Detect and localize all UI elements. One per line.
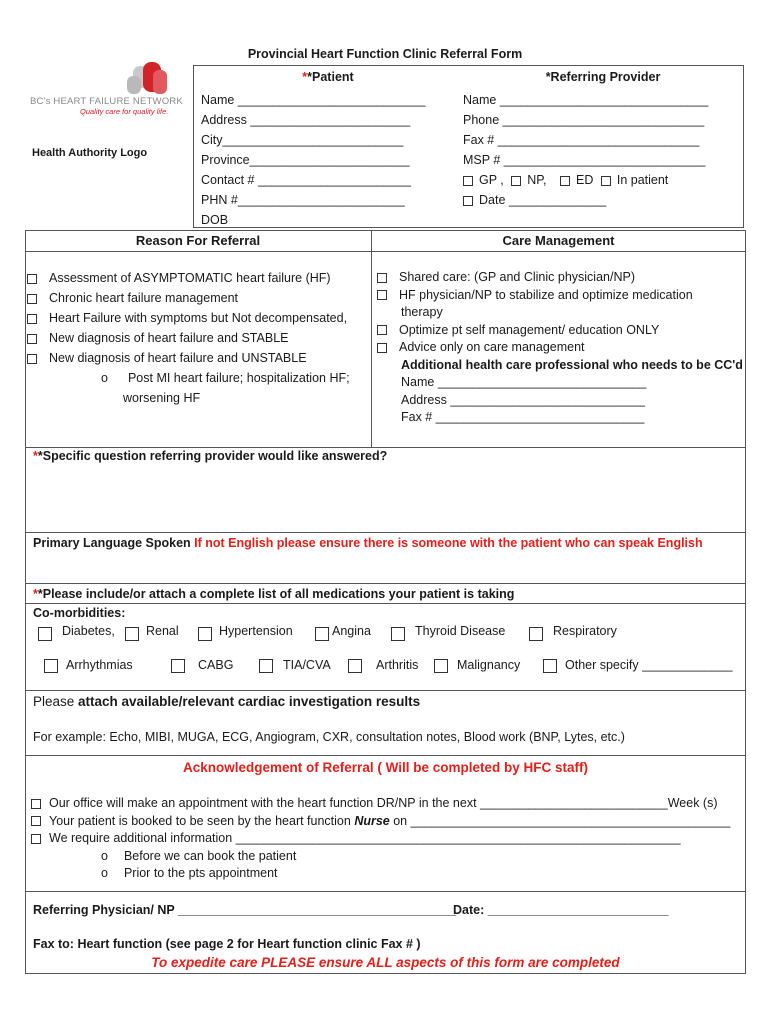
reason-checkbox[interactable]	[27, 274, 37, 284]
ack-checkbox[interactable]	[31, 834, 41, 844]
date-field[interactable]: Date: __________________________	[453, 903, 669, 917]
referring-physician-field[interactable]: Referring Physician/ NP ________________________________________	[33, 903, 457, 917]
provider-fax-field[interactable]: Fax # _____________________________	[463, 133, 700, 147]
comorbidities-label: Co-morbidities:	[33, 606, 126, 620]
thyroid-label: Thyroid Disease	[415, 624, 506, 638]
patient-header: **Patient	[302, 70, 354, 84]
care-item-stabilize-cont: therapy	[401, 305, 443, 319]
np-checkbox[interactable]	[511, 176, 521, 186]
provider-date-field[interactable]: Date ______________	[479, 193, 607, 207]
ack-item-appointment[interactable]	[31, 795, 730, 813]
heart-logo-icon	[123, 60, 173, 98]
sub-bullet: o	[101, 848, 108, 863]
investigation-row	[33, 694, 420, 709]
reason-sub-text: Post MI heart failure; hospitalization HF;	[127, 371, 350, 385]
renal-checkbox[interactable]	[125, 627, 139, 641]
reason-label: New diagnosis of heart failure and STABLE	[49, 331, 289, 345]
arthritis-checkbox[interactable]	[348, 659, 362, 673]
reason-item-chronic[interactable]	[27, 288, 350, 308]
cc-name-field[interactable]: Name ______________________________	[401, 375, 647, 389]
hypertension-checkbox[interactable]	[198, 627, 212, 641]
patient-city-field[interactable]: City__________________________	[201, 133, 404, 147]
ack-text: on ______________________________________________	[389, 813, 731, 828]
other-label[interactable]: Other specify _____________	[565, 658, 733, 672]
provider-type-row	[463, 170, 708, 190]
medications-divider	[25, 603, 746, 604]
reason-checkbox[interactable]	[27, 314, 37, 324]
expedite-note: To expedite care PLEASE ensure ALL aspects of this form are completed	[151, 955, 620, 970]
date-checkbox[interactable]	[463, 196, 473, 206]
reason-item-stable[interactable]	[27, 328, 350, 348]
ack-sub-item-2	[31, 865, 730, 883]
ack-header: Acknowledgement of Referral ( Will be completed by HFC staff)	[183, 760, 588, 775]
cc-fax-field[interactable]: Fax # ______________________________	[401, 410, 645, 424]
reason-sub-item-cont: worsening HF	[123, 391, 201, 405]
care-checkbox[interactable]	[377, 343, 387, 353]
respiratory-checkbox[interactable]	[529, 627, 543, 641]
ack-item-booked[interactable]	[31, 813, 730, 831]
ack-text: We require additional information ________________________________________________________________	[49, 831, 681, 845]
inpatient-checkbox[interactable]	[601, 176, 611, 186]
medications-label: **Please include/or attach a complete list of all medications your patient is taking	[33, 587, 515, 601]
patient-name-field[interactable]: Name ___________________________	[201, 93, 426, 107]
cabg-checkbox[interactable]	[171, 659, 185, 673]
care-item-stabilize[interactable]	[377, 287, 743, 305]
reason-checkbox[interactable]	[27, 294, 37, 304]
provider-fields	[463, 90, 708, 210]
hypertension-label: Hypertension	[219, 624, 293, 638]
inpatient-label: In patient	[616, 173, 669, 187]
reason-item-asymptomatic[interactable]	[27, 268, 350, 288]
diabetes-label: Diabetes,	[62, 624, 115, 638]
ack-sub-item-1	[31, 848, 730, 866]
reason-label: Assessment of ASYMPTOMATIC heart failure (HF)	[49, 271, 331, 285]
sub-bullet: o	[101, 371, 108, 385]
cc-header: Additional health care professional who needs to be CC'd	[401, 357, 743, 372]
ack-nurse-text: Nurse	[354, 813, 390, 828]
logo-tagline: Quality care for quality life.	[80, 107, 169, 116]
care-item-shared[interactable]	[377, 269, 743, 287]
care-label: Advice only on care management	[399, 340, 585, 354]
reason-item-not-decompensated[interactable]	[27, 308, 350, 328]
thyroid-checkbox[interactable]	[391, 627, 405, 641]
ack-text: Our office will make an appointment with the heart function DR/NP in the next ___________________________Week (s)	[49, 796, 718, 810]
reason-label: Heart Failure with symptoms but Not decompensated,	[49, 311, 348, 325]
provider-phone-field[interactable]: Phone _____________________________	[463, 113, 705, 127]
gp-checkbox[interactable]	[463, 176, 473, 186]
reason-checkbox[interactable]	[27, 334, 37, 344]
diabetes-checkbox[interactable]	[38, 627, 52, 641]
care-header: Care Management	[502, 233, 615, 248]
provider-msp-field[interactable]: MSP # _____________________________	[463, 153, 706, 167]
care-label: HF physician/NP to stabilize and optimize medication	[399, 287, 693, 302]
language-row	[33, 536, 703, 550]
language-label: Primary Language Spoken	[33, 536, 191, 550]
logo-network-name: BC's HEART FAILURE NETWORK	[30, 96, 183, 107]
ack-list	[31, 795, 730, 883]
malignancy-label: Malignancy	[457, 658, 521, 672]
care-label: Optimize pt self management/ education ONLY	[399, 322, 660, 337]
cabg-label: CABG	[198, 658, 234, 672]
provider-name-field[interactable]: Name ______________________________	[463, 93, 709, 107]
arrhythmias-label: Arrhythmias	[66, 658, 133, 672]
health-authority-logo: Health Authority Logo	[32, 147, 148, 159]
provider-header: *Referring Provider	[545, 70, 661, 84]
reason-label: New diagnosis of heart failure and UNSTABLE	[49, 351, 307, 365]
column-divider	[371, 230, 372, 448]
care-checkbox[interactable]	[377, 290, 387, 300]
reason-header: Reason For Referral	[135, 233, 261, 248]
arthritis-label: Arthritis	[376, 658, 419, 672]
reason-sub-item	[27, 368, 350, 388]
respiratory-label: Respiratory	[553, 624, 617, 638]
specific-question-text: *Specific question referring provider would like answered?	[37, 449, 388, 463]
header-divider	[25, 251, 746, 252]
malignancy-checkbox[interactable]	[434, 659, 448, 673]
specific-question-label: **Specific question referring provider would like answered?	[33, 449, 388, 463]
fax-to-text: Fax to: Heart function (see page 2 for Heart function clinic Fax # )	[33, 937, 421, 951]
angina-label: Angina	[332, 624, 371, 638]
patient-address-field[interactable]: Address _______________________	[201, 113, 411, 127]
cc-address-field[interactable]: Address ____________________________	[401, 392, 645, 407]
care-checkbox[interactable]	[377, 325, 387, 335]
provider-date-row	[463, 190, 708, 210]
other-checkbox[interactable]	[543, 659, 557, 673]
care-checkbox[interactable]	[377, 273, 387, 283]
investigation-bold: attach available/relevant cardiac investigation results	[78, 694, 421, 709]
reason-item-unstable[interactable]	[27, 348, 350, 368]
ack-checkbox[interactable]	[31, 799, 41, 809]
reason-list	[27, 268, 350, 408]
ack-sub-text: Before we can book the patient	[123, 848, 297, 863]
ack-sub-text: Prior to the pts appointment	[123, 866, 278, 880]
np-label: NP,	[527, 173, 547, 187]
care-item-self-management[interactable]	[377, 322, 743, 340]
care-list	[377, 269, 743, 427]
tia-cva-checkbox[interactable]	[259, 659, 273, 673]
medications-text: *Please include/or attach a complete list of all medications your patient is taking	[37, 587, 515, 601]
patient-contact-field[interactable]: Contact # ______________________	[201, 173, 411, 187]
ed-label: ED	[575, 173, 594, 187]
gp-label: GP ,	[479, 173, 504, 187]
ack-item-additional-info[interactable]	[31, 830, 730, 848]
tia-cva-label: TIA/CVA	[283, 658, 331, 672]
patient-dob-field[interactable]: DOB	[201, 213, 229, 227]
reason-label: Chronic heart failure management	[49, 291, 238, 305]
ed-checkbox[interactable]	[560, 176, 570, 186]
ack-text: Your patient is booked to be seen by the heart function	[49, 813, 355, 828]
reason-checkbox[interactable]	[27, 354, 37, 364]
patient-header-text: *Patient	[307, 70, 354, 84]
investigation-prefix: Please	[33, 694, 79, 709]
sub-bullet: o	[101, 866, 108, 880]
ack-checkbox[interactable]	[31, 816, 41, 826]
language-note: If not English please ensure there is someone with the patient who can speak English	[194, 536, 703, 550]
patient-fields	[201, 90, 426, 230]
patient-phn-field[interactable]: PHN #________________________	[201, 193, 405, 207]
form-title: Provincial Heart Function Clinic Referral Form	[247, 47, 523, 61]
care-label: Shared care: (GP and Clinic physician/NP)	[399, 270, 635, 284]
arrhythmias-checkbox[interactable]	[44, 659, 58, 673]
renal-label: Renal	[146, 624, 179, 638]
care-item-advice[interactable]	[377, 339, 743, 357]
investigation-example: For example: Echo, MIBI, MUGA, ECG, Angiogram, CXR, consultation notes, Blood work (BNP, Lytes, etc.)	[33, 730, 625, 744]
angina-checkbox[interactable]	[315, 627, 329, 641]
heart-failure-network-logo	[28, 60, 183, 120]
patient-province-field[interactable]: Province_______________________	[201, 153, 410, 167]
